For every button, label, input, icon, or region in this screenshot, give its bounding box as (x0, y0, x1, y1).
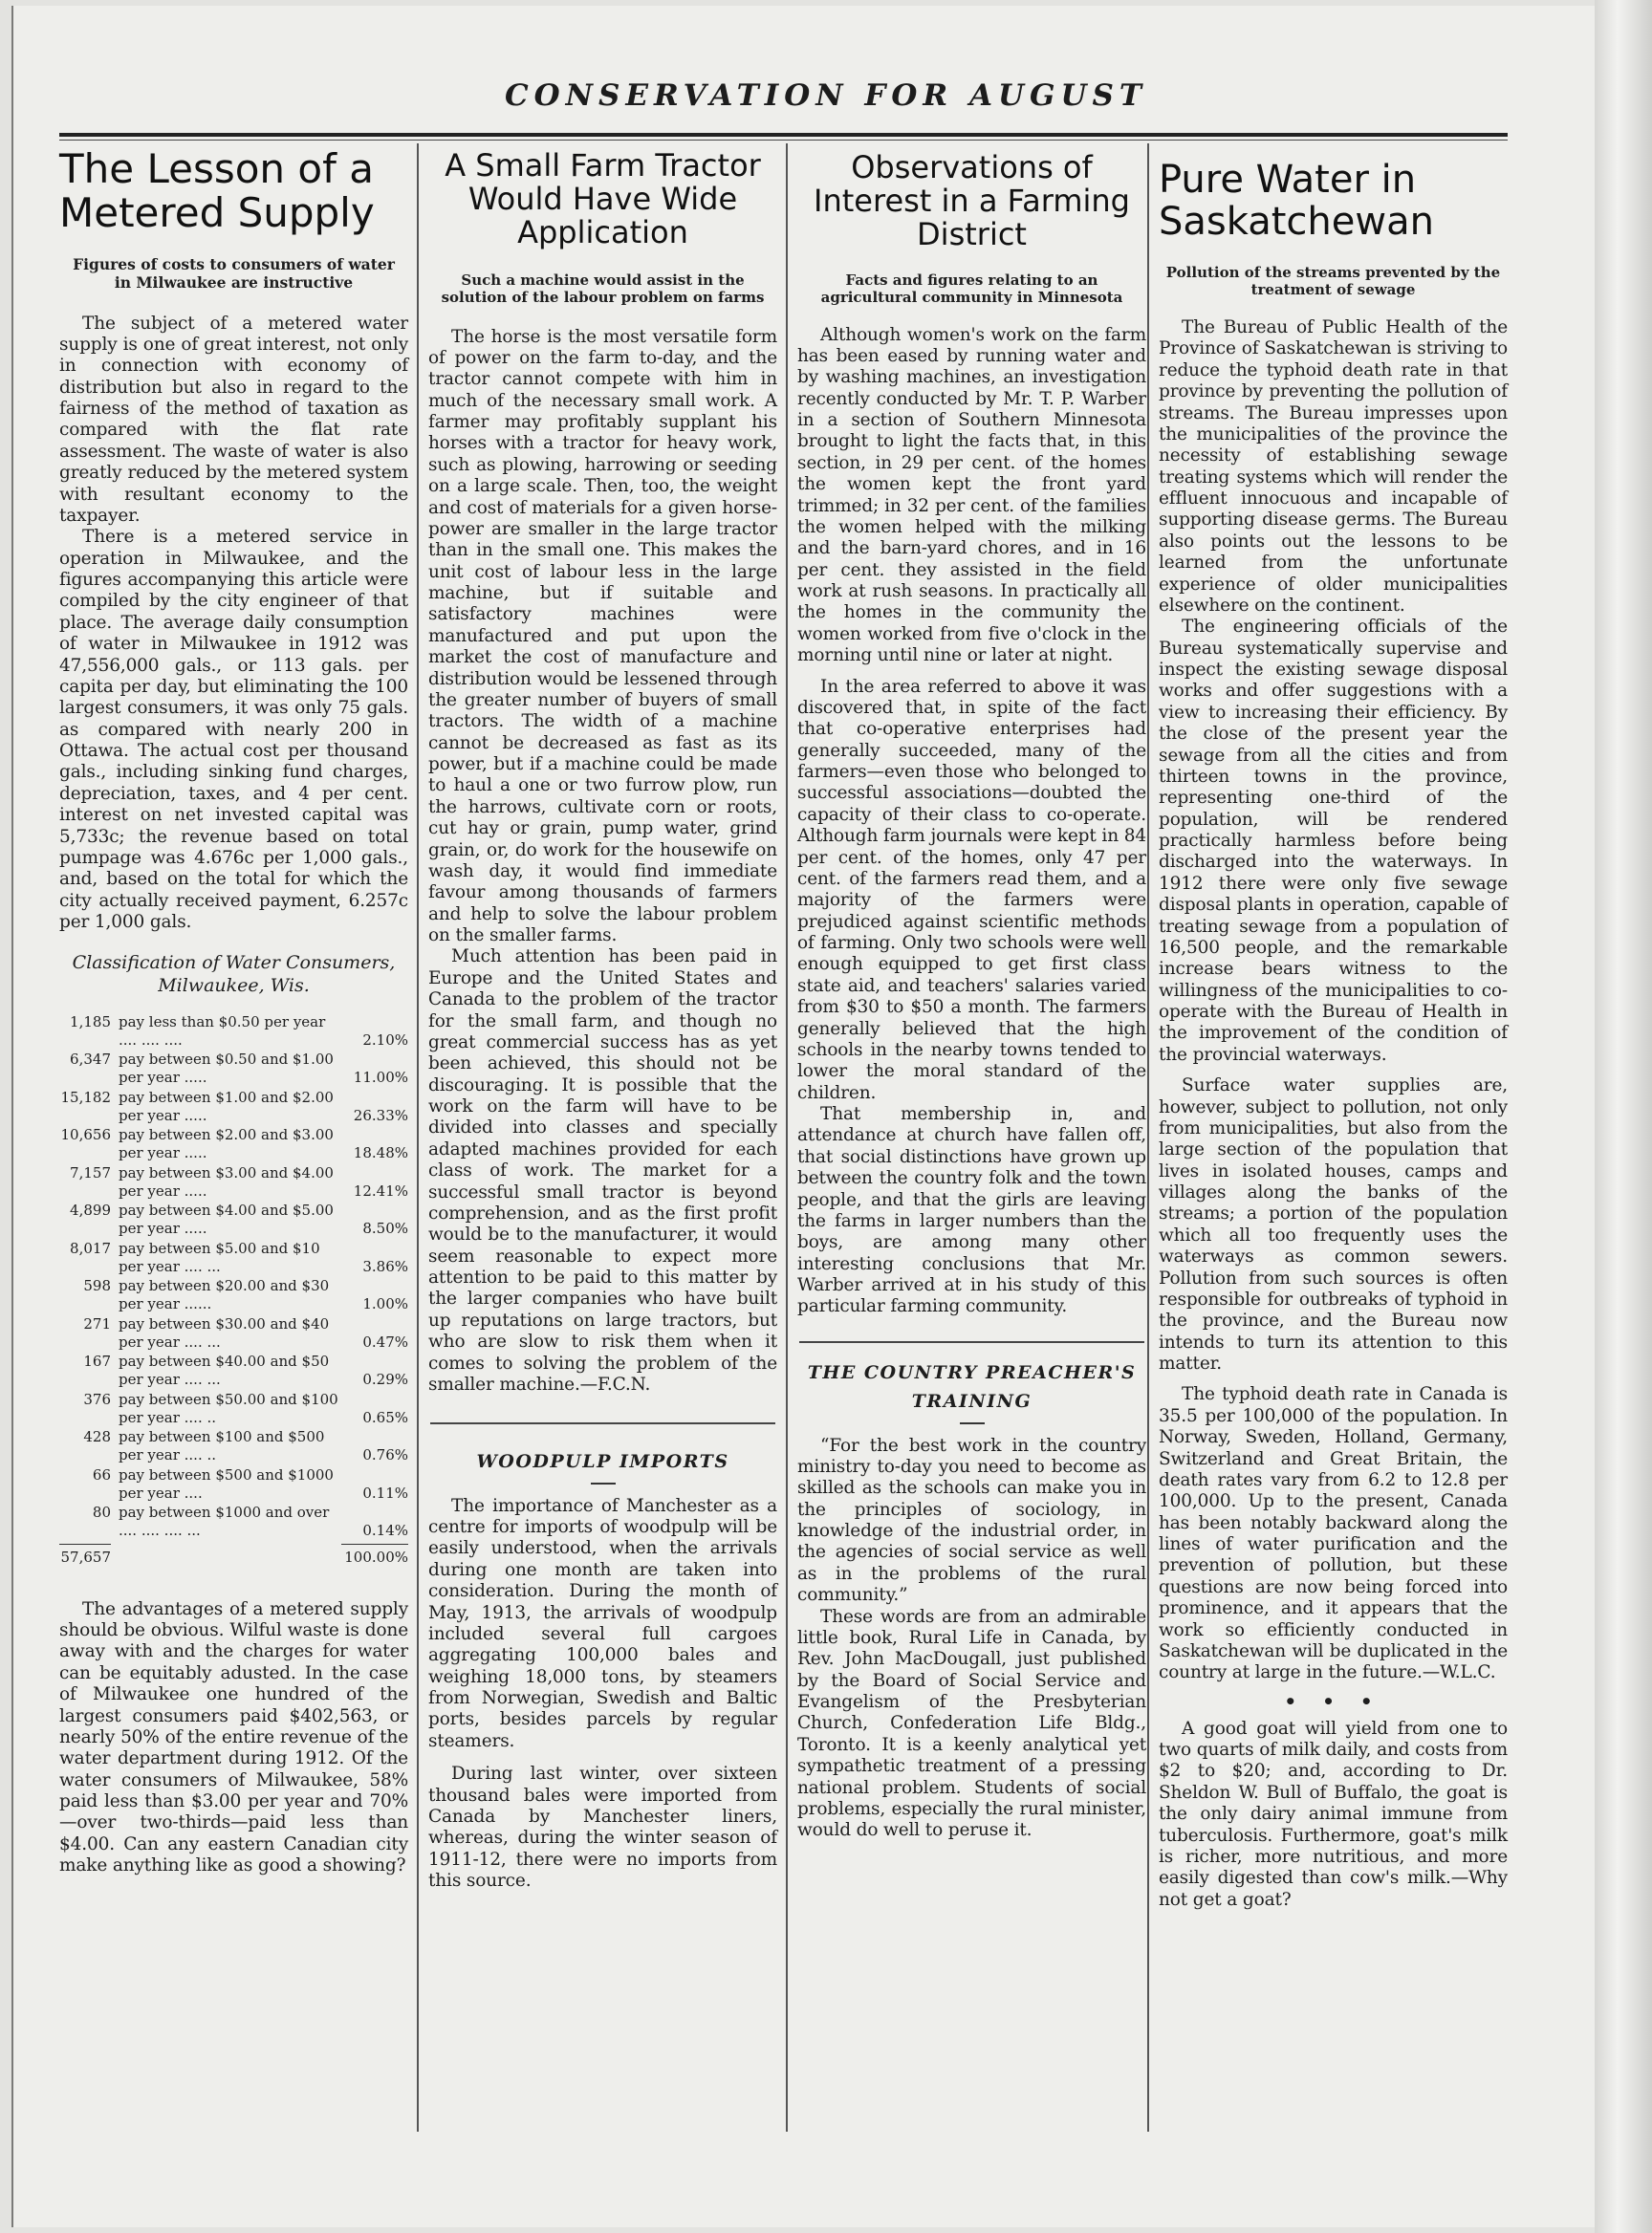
article-deck: Facts and figures relating to an agricultural community in Minnesota (820, 271, 1123, 306)
column-divider (786, 143, 788, 2132)
total-count: 57,657 (60, 1548, 111, 1566)
table-row (59, 1428, 408, 1464)
total-percent: 100.00% (344, 1548, 408, 1566)
article-metered-supply (59, 143, 408, 1877)
consumer-count: 4,899 (70, 1202, 111, 1220)
percentage: 8.50% (362, 1220, 408, 1238)
article-paragraph: Although women's work on the farm has been eased by running water and by washing machines, an investigation recently conducted by Mr. T. P. Warber in a section of Southern Minnesota brought to light the facts that, in this section, in 29 per cent. of the homes the women kept the front yard trimmed; in 32 per cent. of the families the women helped with the milking and the barn-yard chores, and in 16 per cent. they assisted in the field work at rush seasons. In practically all the homes in the community the women worked from five o'clock in the morning until nine or later at night. (797, 324, 1146, 666)
table-row (59, 1164, 408, 1201)
percentage: 11.00% (353, 1069, 408, 1087)
percentage: 0.11% (362, 1484, 408, 1502)
payment-range: pay between $100 and $500 per year .... .. (119, 1428, 325, 1464)
consumer-count: 598 (83, 1277, 111, 1295)
percentage: 0.76% (362, 1446, 408, 1464)
payment-range: pay between $3.00 and $4.00 per year ..... (119, 1163, 334, 1200)
payment-range: pay between $1000 and over .... .... .... ... (119, 1504, 330, 1540)
payment-range: pay between $30.00 and $40 per year .... ... (119, 1314, 330, 1351)
article-paragraph: Much attention has been paid in Europe and the United States and Canada to the problem of the tractor for the small farm, and though no great commercial success has as yet been achieved, this should not be discouraging. It is possible that the work on the farm will have to be divided into classes and specially adapted machines provided for each class of work. The market for a successful small tractor is beyond comprehension, and as the first profit would be to the manufacturer, it would seem reasonable to expect more attention to be paid to this matter by the larger companies who have built up reputations on large tractors, but who are slow to risk them when it comes to solving the problem of the smaller machine.—F.C.N. (428, 946, 777, 1395)
article-title: Observations of Interest in a Farming District (814, 149, 1130, 253)
payment-range: pay between $4.00 and $5.00 per year ..... (119, 1202, 334, 1238)
header-rule (59, 133, 1508, 137)
article-paragraph: The typhoid death rate in Canada is 35.5 per 100,000 of the population. In Norway, Sweden, Holland, Germany, Switzerland and Great Britain, the death rates vary from 6.2 to 12.8 per 100,000. Up to the present, Canada has been notably backward along the lines of water purification and the prevention of pollution, but these questions are now being forced into prominence, and it appears that the work so efficiently conducted in Saskatchewan will be duplicated in the country at large in the future.—W.L.C. (1159, 1384, 1508, 1683)
consumer-count: 10,656 (60, 1126, 111, 1144)
header-rule-thin (59, 140, 1508, 141)
consumer-count: 1,185 (70, 1012, 111, 1030)
consumer-count: 66 (92, 1465, 111, 1484)
consumer-count: 271 (83, 1314, 111, 1333)
article-deck: Such a machine would assist in the solution of the labour problem on farms (441, 271, 765, 306)
table-row (59, 1089, 408, 1125)
table-row (59, 1391, 408, 1427)
article-paragraph: That membership in, and attendance at church have fallen off, that social distinctions have grown up between the country folk and the town people, and that the girls are leaving the farms in larger numbers than the boys, are among many other interesting conclusions that Mr. Warber arrived at in his study of this particular farming community. (797, 1104, 1146, 1317)
payment-range: pay between $20.00 and $30 per year ...... (119, 1277, 330, 1313)
table-row (59, 1240, 408, 1276)
column-divider (1147, 143, 1149, 2132)
article-paragraph: “For the best work in the country ministry to-day you need to become as skilled as the schools can make you in the principles of sociology, in knowledge of the industrial order, in the agencies of social service as well as in the problems of the rural community.” (797, 1435, 1146, 1606)
table-row (59, 1277, 408, 1313)
consumer-count: 6,347 (70, 1051, 111, 1069)
table-row (59, 1504, 408, 1540)
article-paragraph: During last winter, over sixteen thousand bales were imported from Canada by Manchester liners, whereas, during the winter season of 1911-12, there were no imports from this source. (428, 1764, 777, 1892)
consumer-count: 376 (83, 1390, 111, 1408)
table-total-row (59, 1549, 408, 1567)
table-heading: Classification of Water Consumers, Milwaukee, Wis. (72, 952, 396, 997)
running-head: CONSERVATION FOR AUGUST (504, 78, 1147, 113)
section-title: THE COUNTRY PREACHER'S TRAINING (807, 1361, 1137, 1413)
consumer-count: 7,157 (70, 1163, 111, 1182)
article-farming-district (797, 143, 1146, 1842)
payment-range: pay between $500 and $1000 per year .... (119, 1465, 334, 1502)
payment-range: pay between $0.50 and $1.00 per year ..... (119, 1051, 334, 1087)
article-paragraph: The Bureau of Public Health of the Province of Saskatchewan is striving to reduce the typhoid death rate in that province by preventing the pollution of streams. The Bureau impresses upon the municipalities of the province the necessity of establishing sewage treating systems which will render the effluent innocuous and incapable of supporting disease germs. The Bureau also points out the lessons to be learned from the unfortunate experience of older municipalities elsewhere on the continent. (1159, 317, 1508, 616)
table-row (59, 1202, 408, 1238)
percentage: 3.86% (362, 1257, 408, 1275)
article-deck: Pollution of the streams prevented by the treatment of sewage (1165, 264, 1501, 298)
article-title: The Lesson of a Metered Supply (59, 145, 375, 237)
table-total-rule (59, 1544, 408, 1545)
percentage: 0.29% (362, 1371, 408, 1389)
consumer-count: 167 (83, 1353, 111, 1371)
table-row (59, 1353, 408, 1389)
page-edge (1595, 0, 1652, 2233)
percentage: 0.47% (362, 1333, 408, 1351)
article-deck: Figures of costs to consumers of water in Milwaukee are instructive (73, 255, 395, 292)
table-row (59, 1051, 408, 1087)
payment-range: pay between $1.00 and $2.00 per year ..... (119, 1088, 334, 1124)
percentage: 26.33% (353, 1106, 408, 1124)
section-dash (591, 1483, 616, 1485)
payment-range: pay less than $0.50 per year .... .... .... (119, 1012, 326, 1049)
consumer-table (59, 1013, 408, 1540)
table-row (59, 1126, 408, 1162)
article-paragraph: In the area referred to above it was discovered that, in spite of the fact that co-operative enterprises had generally succeeded, many of the farmers—even those who belonged to successful associations—doubted the capacity of their class to co-operate. Although farm journals were kept in 84 per cent. of the homes, only 47 per cent. of the farmers read them, and a majority of the farmers were prejudiced against scientific methods of farming. Only two schools were well enough equipped to get first class state aid, and teachers' salaries varied from $30 to $50 a month. The farmers generally believed that the high schools in the nearby towns tended to lower the moral standard of the children. (797, 676, 1146, 1103)
payment-range: pay between $2.00 and $3.00 per year ..... (119, 1126, 334, 1162)
article-title: A Small Farm Tractor Would Have Wide Application (445, 147, 761, 251)
article-paragraph: The subject of a metered water supply is one of great interest, not only in connection with economy of distribution but also in regard to the fairness of the method of taxation as compared with the flat rate assessment. The waste of water is also greatly reduced by the metered system with resultant economy to the taxpayer. (59, 313, 408, 526)
article-pure-water (1159, 143, 1508, 1911)
percentage: 12.41% (353, 1182, 408, 1200)
article-paragraph: The advantages of a metered supply should be obvious. Wilful waste is done away with and the charges for water can be equitably adusted. In the case of Milwaukee one hundred of the largest consumers paid $402,563, or nearly 50% of the entire revenue of the water department during 1912. Of the water consumers of Milwaukee, 58% paid less than $3.00 per year and 70%—over two-thirds—paid less than $4.00. Can any eastern Canadian city make anything like as good a showing? (59, 1598, 408, 1876)
consumer-count: 15,182 (60, 1088, 111, 1106)
consumer-count: 8,017 (70, 1239, 111, 1257)
article-paragraph: There is a metered service in operation in Milwaukee, and the figures accompanying this article were compiled by the city engineer of that place. The average daily consumption of water in Milwaukee in 1912 was 47,556,000 gals., or 113 gals. per capita per day, but eliminating the 100 largest consumers, it was only 75 gals. as compared with nearly 200 in Ottawa. The actual cost per thousand gals., including sinking fund charges, depreciation, taxes, and 4 per cent. interest on net invested capital was 5,733c; the revenue based on total pumpage was 4.676c per 1,000 gals., and, based on the total for which the city actually received payment, 6.257c per 1,000 gals. (59, 527, 408, 933)
article-farm-tractor (428, 143, 777, 1892)
payment-range: pay between $40.00 and $50 per year .... ... (119, 1353, 330, 1389)
consumer-count: 428 (83, 1428, 111, 1446)
section-title: WOODPULP IMPORTS (476, 1451, 729, 1473)
percentage: 1.00% (362, 1295, 408, 1313)
article-paragraph: Surface water supplies are, however, subject to pollution, not only from municipalities, but also from the large section of the population that lives in isolated houses, camps and villages along the banks of the streams; a portion of the population which all too frequently uses the waterways as common sewers. Pollution from such sources is often responsible for outbreaks of typhoid in the province, and the Bureau now intends to turn its attention to this matter. (1159, 1075, 1508, 1374)
column-divider (417, 143, 419, 2132)
consumer-count: 80 (92, 1504, 111, 1522)
percentage: 0.14% (362, 1522, 408, 1540)
article-paragraph: The importance of Manchester as a centre for imports of woodpulp will be easily understood, when the arrivals during one month are taken into consideration. During the month of May, 1913, the arrivals of woodpulp included several full cargoes aggregating 100,000 bales and weighing 18,000 tons, by steamers from Norwegian, Swedish and Baltic ports, besides parcels by regular steamers. (428, 1495, 777, 1751)
percentage: 18.48% (353, 1144, 408, 1162)
article-paragraph: The engineering officials of the Bureau systematically supervise and inspect the existing sewage disposal works and offer suggestions with a view to increasing their efficiency. By the close of the present year the sewage from all the cities and from thirteen towns in the province, representing one-third of the population, will be rendered practically harmless before being discharged into the waterways. In 1912 there were only five sewage disposal plants in operation, capable of treating sewage from a population of 16,500 people, and the remarkable increase bears witness to the willingness of the municipalities to co-operate with the Bureau of Health in the improvement of the condition of the provincial waterways. (1159, 617, 1508, 1065)
payment-range: pay between $50.00 and $100 per year .... .. (119, 1390, 338, 1426)
section-dash (960, 1422, 985, 1424)
payment-range: pay between $5.00 and $10 per year .... ... (119, 1239, 320, 1275)
percentage: 2.10% (362, 1030, 408, 1049)
table-row (59, 1466, 408, 1503)
article-title: Pure Water in Saskatchewan (1159, 158, 1434, 244)
article-paragraph: A good goat will yield from one to two quarts of milk daily, and costs from $2 to $20; and, according to Dr. Sheldon W. Bull of Buffalo, the goat is the only dairy animal immune from tuberculosis. Furthermore, goat's milk is richer, more nutritious, and more easily digested than cow's milk.—Why not get a goat? (1159, 1718, 1508, 1910)
table-row (59, 1013, 408, 1050)
percentage: 0.65% (362, 1408, 408, 1426)
table-row (59, 1315, 408, 1352)
article-paragraph: These words are from an admirable little book, Rural Life in Canada, by Rev. John MacDougall, just published by the Board of Social Service and Evangelism of the Presbyterian Church, Confederation Life Bldg., Toronto. It is a keenly analytical yet sympathetic treatment of a pressing national problem. Students of social problems, especially the rural minister, would do well to peruse it. (797, 1606, 1146, 1841)
separator-dots: • • • (1284, 1689, 1382, 1713)
article-paragraph: The horse is the most versatile form of power on the farm to-day, and the tractor cannot compete with him in much of the necessary small work. A farmer may profitably supplant his horses with a tractor for heavy work, such as plowing, harrowing or seeding on a large scale. Then, too, the weight and cost of materials for a given horse-power are smaller in the large tractor than in the small one. This makes the unit cost of labour less in the large machine, but if suitable and satisfactory machines were manufactured and put upon the market the cost of manufacture and distribution would be lessened through the greater number of buyers of small tractors. The width of a machine cannot be decreased as fast as its power, but if a machine could be made to haul a one or two furrow plow, run the harrows, cultivate corn or roots, cut hay or grain, pump water, grind grain, or, do work for the housewife on wash day, it would find immediate favour among thousands of farmers and help to solve the labour problem on the smaller farms. (428, 326, 777, 946)
